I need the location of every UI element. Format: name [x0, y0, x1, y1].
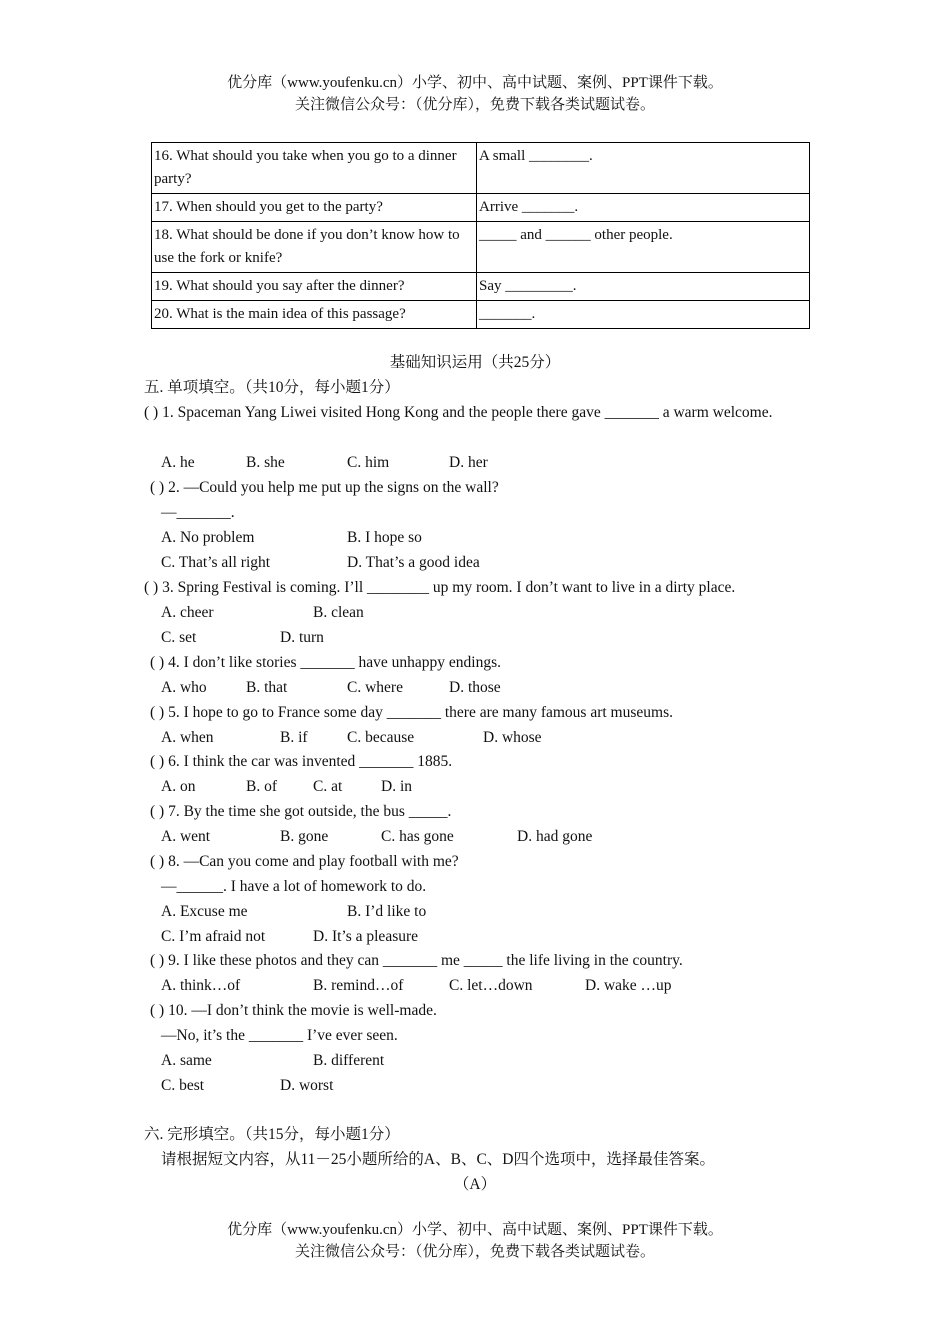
q7-option-b: B. gone [280, 828, 329, 845]
q3-option-d: D. turn [280, 629, 324, 646]
q6-option-a: A. on [161, 778, 196, 795]
table-question: 18. What should be done if you don’t know how to use the fork or knife? [152, 222, 477, 273]
q10-option-b: B. different [313, 1052, 385, 1069]
q8-option-a: A. Excuse me [161, 903, 248, 920]
q9-option-c: C. let…down [449, 977, 533, 994]
answer-table [151, 142, 810, 329]
q7-option-d: D. had gone [517, 828, 593, 845]
table-row [152, 222, 810, 273]
part5-title: 五. 单项填空。（共10分，每小题1分） [144, 379, 400, 396]
part6-instruction: 请根据短文内容，从11－25小题所给的A、B、C、D四个选项中，选择最佳答案。 [161, 1151, 715, 1168]
part6-title: 六. 完形填空。（共15分，每小题1分） [144, 1126, 400, 1143]
table-question: 19. What should you say after the dinner? [152, 273, 477, 301]
q10-option-d: D. worst [280, 1077, 334, 1094]
question-2-reply: —_______. [161, 504, 235, 521]
q7-option-c: C. has gone [381, 828, 454, 845]
q9-option-b: B. remind…of [313, 977, 404, 994]
q8-option-c: C. I’m afraid not [161, 928, 266, 945]
q6-option-d: D. in [381, 778, 412, 795]
q1-option-a: A. he [161, 454, 195, 471]
page-footer [0, 1219, 950, 1263]
table-row [152, 301, 810, 329]
footer-line-1: 优分库（www.youfenku.cn）小学、初中、高中试题、案例、PPT课件下载。 [227, 1222, 723, 1238]
table-row [152, 273, 810, 301]
table-answer: _______. [477, 301, 810, 329]
table-question: 20. What is the main idea of this passage? [152, 301, 477, 329]
q5-option-d: D. whose [483, 729, 542, 746]
q5-option-b: B. if [280, 729, 308, 746]
q2-option-b: B. I hope so [347, 529, 422, 546]
header-line-1: 优分库（www.youfenku.cn）小学、初中、高中试题、案例、PPT课件下载。 [227, 75, 723, 91]
question-2: ( ) 2. —Could you help me put up the signs on the wall? [150, 479, 499, 496]
q2-option-d: D. That’s a good idea [347, 554, 480, 571]
q1-option-c: C. him [347, 454, 390, 471]
q4-option-b: B. that [246, 679, 288, 696]
question-3: ( ) 3. Spring Festival is coming. I’ll ________ up my room. I don’t want to live in a dirty place. [144, 579, 736, 596]
q6-option-c: C. at [313, 778, 343, 795]
q8-option-b: B. I’d like to [347, 903, 427, 920]
q2-option-a: A. No problem [161, 529, 255, 546]
q2-option-c: C. That’s all right [161, 554, 271, 571]
question-7: ( ) 7. By the time she got outside, the bus _____. [150, 803, 452, 820]
passage-label: （A） [453, 1176, 497, 1193]
q7-option-a: A. went [161, 828, 211, 845]
question-5: ( ) 5. I hope to go to France some day _______ there are many famous art museums. [150, 704, 673, 721]
q8-option-d: D. It’s a pleasure [313, 928, 419, 945]
question-10-reply: —No, it’s the _______ I’ve ever seen. [161, 1027, 398, 1044]
table-answer: A small ________. [477, 143, 810, 194]
question-4: ( ) 4. I don’t like stories _______ have unhappy endings. [150, 654, 501, 671]
footer-line-2: 关注微信公众号：（优分库），免费下载各类试题试卷。 [294, 1244, 655, 1260]
q6-option-b: B. of [246, 778, 277, 795]
table-answer: Say _________. [477, 273, 810, 301]
table-answer: _____ and ______ other people. [477, 222, 810, 273]
q4-option-d: D. those [449, 679, 501, 696]
header-line-2: 关注微信公众号：（优分库），免费下载各类试题试卷。 [294, 97, 655, 113]
q5-option-a: A. when [161, 729, 214, 746]
table-row [152, 143, 810, 194]
q3-option-c: C. set [161, 629, 197, 646]
q3-option-a: A. cheer [161, 604, 214, 621]
question-10: ( ) 10. —I don’t think the movie is well-made. [150, 1002, 437, 1019]
question-8: ( ) 8. —Can you come and play football with me? [150, 853, 459, 870]
q9-option-d: D. wake …up [585, 977, 672, 994]
q4-option-c: C. where [347, 679, 403, 696]
q4-option-a: A. who [161, 679, 207, 696]
q1-option-b: B. she [246, 454, 285, 471]
table-answer: Arrive _______. [477, 194, 810, 222]
page-header-top [0, 72, 950, 116]
table-row [152, 194, 810, 222]
question-8-reply: —______. I have a lot of homework to do. [161, 878, 427, 895]
q5-option-c: C. because [347, 729, 415, 746]
section-title: 基础知识运用（共25分） [389, 354, 561, 371]
question-9: ( ) 9. I like these photos and they can _______ me _____ the life living in the country. [150, 952, 683, 969]
q1-option-d: D. her [449, 454, 488, 471]
q10-option-c: C. best [161, 1077, 205, 1094]
question-6: ( ) 6. I think the car was invented _______ 1885. [150, 753, 453, 770]
table-question: 17. When should you get to the party? [152, 194, 477, 222]
q10-option-a: A. same [161, 1052, 212, 1069]
question-1: ( ) 1. Spaceman Yang Liwei visited Hong Kong and the people there gave _______ a warm welcome. [144, 404, 773, 421]
q3-option-b: B. clean [313, 604, 364, 621]
q9-option-a: A. think…of [161, 977, 241, 994]
table-question: 16. What should you take when you go to a dinner party? [152, 143, 477, 194]
